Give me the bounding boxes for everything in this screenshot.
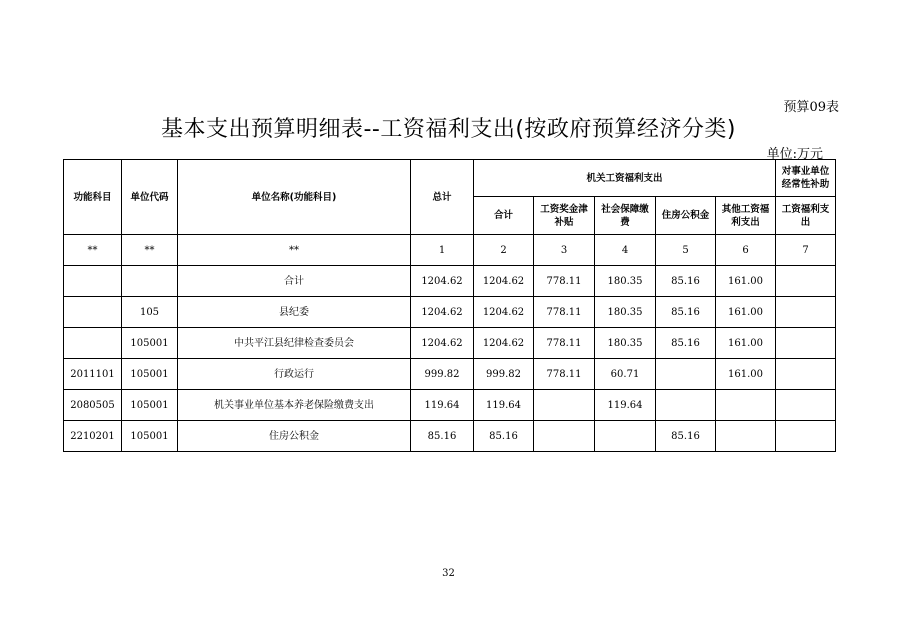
col-header-org-group: 机关工资福利支出 <box>474 160 776 197</box>
col-header-total: 总计 <box>411 160 474 235</box>
table-cell <box>716 421 776 452</box>
page-number: 32 <box>442 568 455 579</box>
index-cell: 1 <box>411 235 474 266</box>
col-header-org-subtotal: 合计 <box>474 197 534 235</box>
table-cell: 1204.62 <box>411 297 474 328</box>
index-cell: ** <box>178 235 411 266</box>
table-cell: 161.00 <box>716 266 776 297</box>
index-cell: 3 <box>534 235 595 266</box>
table-cell <box>595 421 656 452</box>
table-cell: 1204.62 <box>474 297 534 328</box>
table-cell: 119.64 <box>595 390 656 421</box>
col-header-social: 社会保障缴费 <box>595 197 656 235</box>
table-cell: 999.82 <box>411 359 474 390</box>
unit-label: 单位:万元 <box>766 147 823 162</box>
budget-table <box>63 159 836 452</box>
col-header-func-subject: 功能科目 <box>64 160 122 235</box>
table-cell: 1204.62 <box>411 266 474 297</box>
table-row <box>64 390 836 421</box>
table-cell: 119.64 <box>474 390 534 421</box>
col-header-unit-code: 单位代码 <box>122 160 178 235</box>
table-cell: 105 <box>122 297 178 328</box>
table-cell: 85.16 <box>411 421 474 452</box>
table-cell <box>776 421 836 452</box>
index-cell: 5 <box>656 235 716 266</box>
table-cell <box>776 390 836 421</box>
table-cell: 778.11 <box>534 328 595 359</box>
table-cell: 1204.62 <box>474 328 534 359</box>
index-row <box>64 235 836 266</box>
table-cell <box>716 390 776 421</box>
table-cell: 1204.62 <box>474 266 534 297</box>
table-cell <box>776 359 836 390</box>
table-cell: 行政运行 <box>178 359 411 390</box>
index-cell: ** <box>122 235 178 266</box>
table-cell: 县纪委 <box>178 297 411 328</box>
table-cell: 999.82 <box>474 359 534 390</box>
table-cell <box>64 266 122 297</box>
table-row <box>64 266 836 297</box>
col-header-salary: 工资奖金津补贴 <box>534 197 595 235</box>
table-cell: 105001 <box>122 421 178 452</box>
table-cell: 合计 <box>178 266 411 297</box>
table-cell: 85.16 <box>656 266 716 297</box>
table-cell: 1204.62 <box>411 328 474 359</box>
col-header-housing: 住房公积金 <box>656 197 716 235</box>
table-cell: 2080505 <box>64 390 122 421</box>
table-cell: 85.16 <box>656 328 716 359</box>
table-cell <box>656 359 716 390</box>
table-cell: 778.11 <box>534 297 595 328</box>
table-cell: 机关事业单位基本养老保险缴费支出 <box>178 390 411 421</box>
index-cell: 7 <box>776 235 836 266</box>
header-row-1 <box>64 160 836 197</box>
page-title: 基本支出预算明细表--工资福利支出(按政府预算经济分类) <box>160 117 737 142</box>
table-cell: 85.16 <box>474 421 534 452</box>
table-cell <box>776 328 836 359</box>
table-cell <box>64 297 122 328</box>
table-cell <box>534 390 595 421</box>
col-header-subsidy-group: 对事业单位经常性补助 <box>776 160 836 197</box>
col-header-unit-name: 单位名称(功能科目) <box>178 160 411 235</box>
col-header-other: 其他工资福利支出 <box>716 197 776 235</box>
table-cell <box>534 421 595 452</box>
table-cell: 105001 <box>122 390 178 421</box>
table-cell <box>656 390 716 421</box>
table-cell: 161.00 <box>716 359 776 390</box>
table-cell: 105001 <box>122 328 178 359</box>
table-code: 预算09表 <box>783 100 839 115</box>
table-cell: 180.35 <box>595 297 656 328</box>
table-row <box>64 328 836 359</box>
table-cell: 180.35 <box>595 328 656 359</box>
table-cell: 180.35 <box>595 266 656 297</box>
table-row <box>64 297 836 328</box>
index-cell: 4 <box>595 235 656 266</box>
table-cell: 85.16 <box>656 421 716 452</box>
table-cell: 778.11 <box>534 359 595 390</box>
table-cell <box>776 297 836 328</box>
table-cell: 住房公积金 <box>178 421 411 452</box>
table-row <box>64 359 836 390</box>
table-cell: 60.71 <box>595 359 656 390</box>
table-cell <box>122 266 178 297</box>
table-cell: 中共平江县纪律检查委员会 <box>178 328 411 359</box>
table-cell: 2011101 <box>64 359 122 390</box>
index-cell: 6 <box>716 235 776 266</box>
table-cell <box>776 266 836 297</box>
table-row <box>64 421 836 452</box>
table-cell <box>64 328 122 359</box>
col-header-subsidy-salary: 工资福利支出 <box>776 197 836 235</box>
table-cell: 161.00 <box>716 297 776 328</box>
table-cell: 161.00 <box>716 328 776 359</box>
table-cell: 119.64 <box>411 390 474 421</box>
table-cell: 2210201 <box>64 421 122 452</box>
table-cell: 85.16 <box>656 297 716 328</box>
table-cell: 778.11 <box>534 266 595 297</box>
table-cell: 105001 <box>122 359 178 390</box>
index-cell: ** <box>64 235 122 266</box>
index-cell: 2 <box>474 235 534 266</box>
